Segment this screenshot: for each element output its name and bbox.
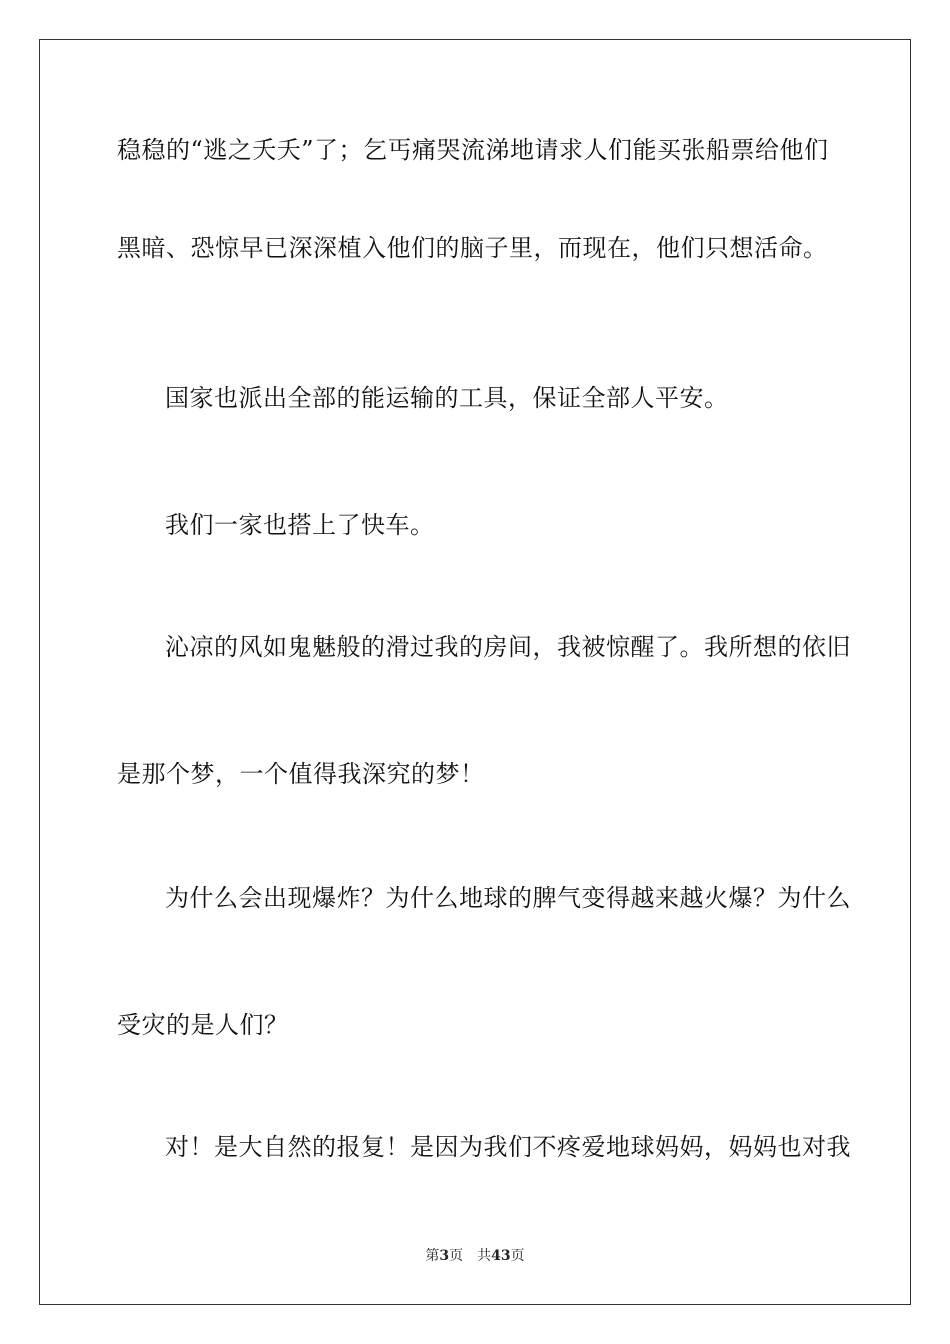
total-suffix: 页: [510, 1248, 525, 1264]
text-line-5: 沁凉的风如鬼魅般的滑过我的房间，我被惊醒了。我所想的依旧: [165, 633, 851, 661]
text-line-8: 受灾的是人们？: [117, 1011, 289, 1039]
text-line-2: 黑暗、恐惊早已深深植入他们的脑子里，而现在，他们只想活命。: [117, 234, 828, 262]
page-border: [39, 39, 911, 1305]
page-prefix: 第: [425, 1248, 440, 1264]
page-number: 3: [439, 1248, 450, 1264]
total-pages: 43: [491, 1248, 511, 1264]
text-line-4: 我们一家也搭上了快车。: [165, 511, 435, 539]
page-suffix: 页: [449, 1248, 464, 1264]
text-line-6: 是那个梦，一个值得我深究的梦！: [117, 760, 485, 788]
text-line-1: 稳稳的“逃之夭夭”了；乞丐痛哭流涕地请求人们能买张船票给他们: [117, 136, 829, 164]
text-line-7: 为什么会出现爆炸？为什么地球的脾气变得越来越火爆？为什么: [165, 884, 851, 912]
text-line-3: 国家也派出全部的能运输的工具，保证全部人平安。: [165, 384, 729, 412]
text-line-9: 对！是大自然的报复！是因为我们不疼爱地球妈妈，妈妈也对我: [165, 1133, 851, 1161]
total-prefix: 共: [477, 1248, 492, 1264]
page-footer: [0, 1246, 950, 1266]
